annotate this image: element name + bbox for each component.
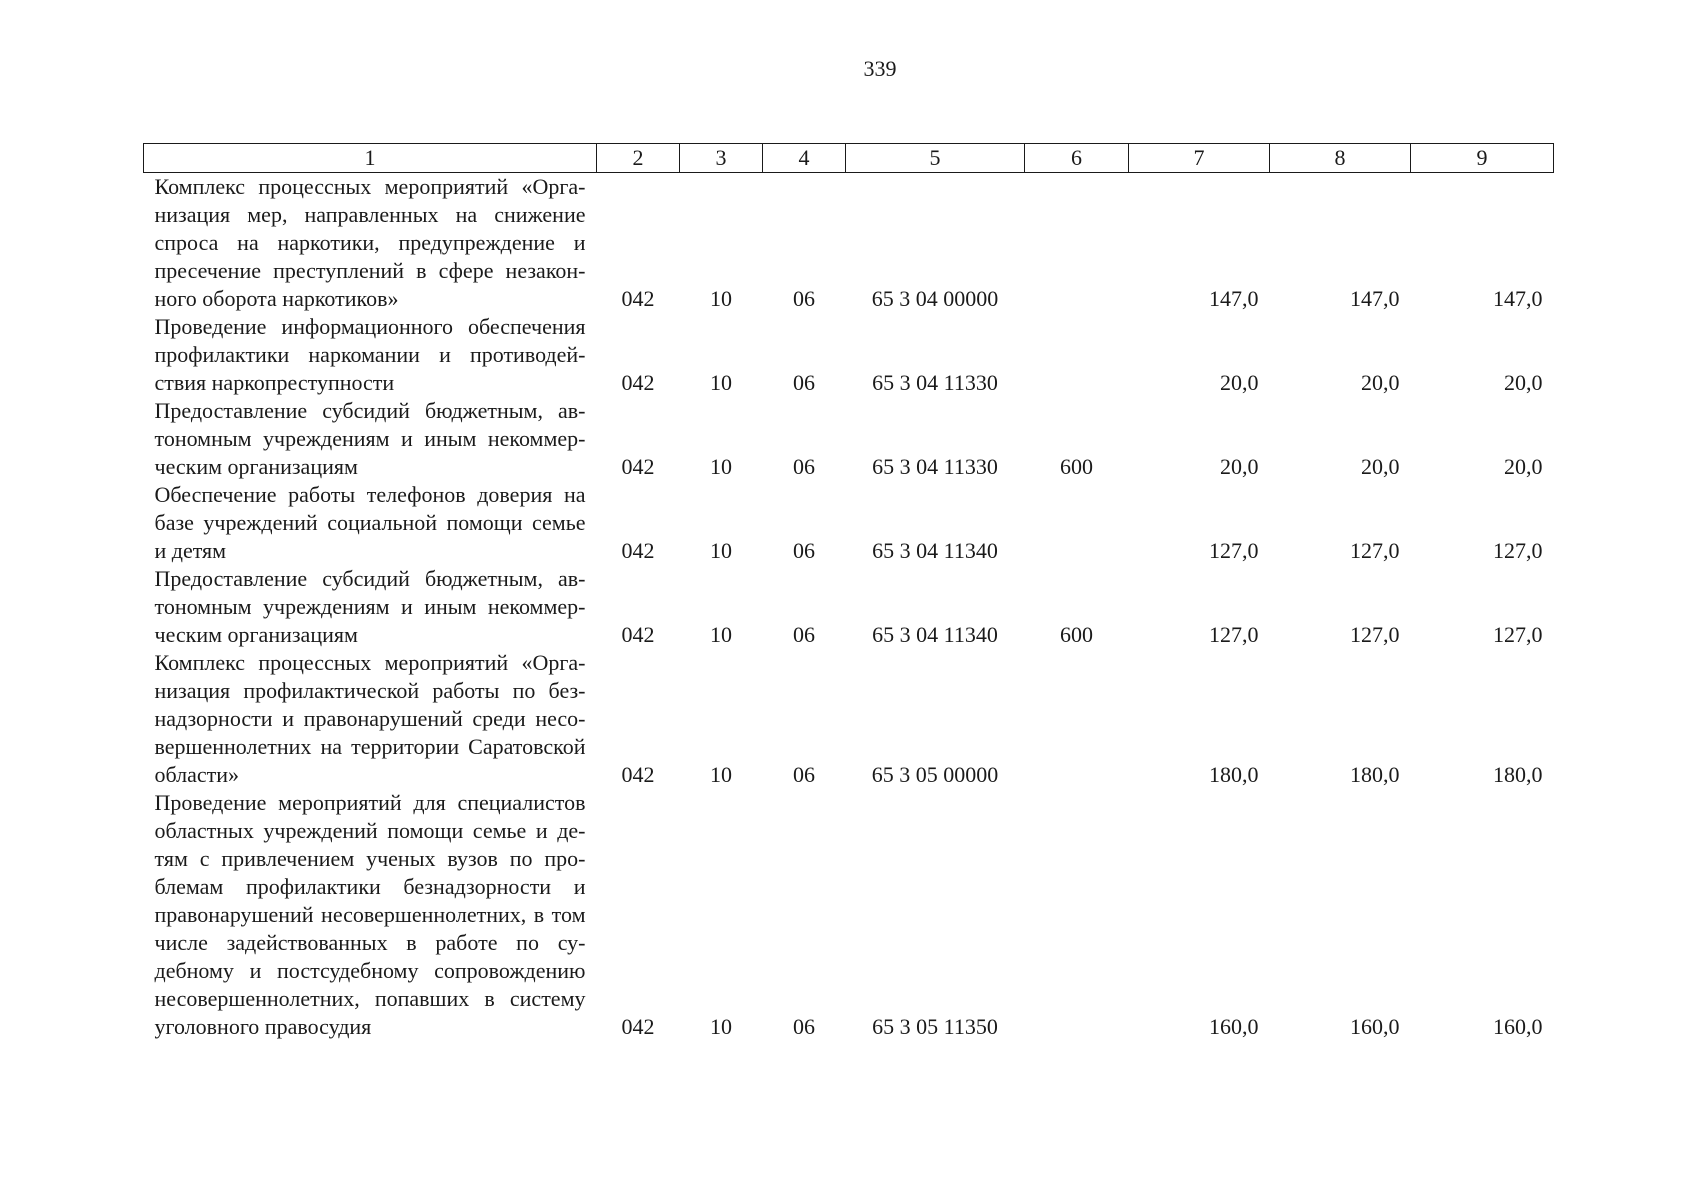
cell-ministry-code: 042 <box>621 762 655 787</box>
cell-target-article: 65 3 04 00000 <box>871 286 999 311</box>
row-name: Проведение мероприятий для специалистов областных учреждений помощи семье и детям с привлечением ученых вузов по проблемам профилактики безнадзорности и правонарушений несовершеннолетних, в том числе задействованных в работе по судебному и постсудебному сопровождению несовершеннолетних, попавших в систему уголовного правосудия <box>154 790 586 1039</box>
cell-subsection: 06 <box>793 454 815 479</box>
cell-target-article: 65 3 04 11340 <box>872 538 998 563</box>
cell-subsection: 06 <box>793 1014 815 1039</box>
cell-target-article: 65 3 04 11340 <box>872 622 998 647</box>
cell-subsection: 06 <box>793 762 815 787</box>
cell-section: 10 <box>710 1014 732 1039</box>
cell-ministry-code: 042 <box>621 454 655 479</box>
row-name: Обеспечение работы телефонов доверия на базе учреждений социальной помощи семье и детям <box>154 482 586 563</box>
cell-expense-type <box>1025 313 1129 397</box>
column-header: 8 <box>1270 144 1411 173</box>
column-header: 2 <box>597 144 680 173</box>
table-body <box>144 173 1554 1042</box>
cell-ministry-code: 042 <box>621 538 655 563</box>
cell-amount-8: 127,0 <box>1350 538 1400 563</box>
row-name: Предоставление субсидий бюджетным, автономным учреждениям и иным некоммерческим организациям <box>154 566 586 647</box>
cell-amount-7: 127,0 <box>1209 538 1259 563</box>
cell-amount-8: 180,0 <box>1350 762 1400 787</box>
cell-expense-type <box>1025 481 1129 565</box>
cell-amount-7: 20,0 <box>1220 454 1259 479</box>
cell-section: 10 <box>710 538 732 563</box>
cell-section: 10 <box>710 454 732 479</box>
cell-amount-8: 127,0 <box>1350 622 1400 647</box>
cell-amount-7: 180,0 <box>1209 762 1259 787</box>
row-name: Комплекс процессных мероприятий «Организация мер, направленных на снижение спроса на наркотики, предупреждение и пресечение преступлений в сфере незаконного оборота наркотиков» <box>154 174 586 311</box>
table-row <box>144 481 1554 565</box>
table-row <box>144 565 1554 649</box>
cell-ministry-code: 042 <box>621 1014 655 1039</box>
cell-target-article: 65 3 05 11350 <box>872 1014 998 1039</box>
cell-section: 10 <box>710 370 732 395</box>
cell-amount-8: 20,0 <box>1361 370 1400 395</box>
table-row <box>144 313 1554 397</box>
cell-section: 10 <box>710 286 732 311</box>
cell-amount-7: 160,0 <box>1209 1014 1259 1039</box>
cell-amount-8: 20,0 <box>1361 454 1400 479</box>
column-header: 7 <box>1129 144 1270 173</box>
table-row <box>144 397 1554 481</box>
cell-amount-9: 147,0 <box>1493 286 1543 311</box>
column-header: 4 <box>763 144 846 173</box>
cell-subsection: 06 <box>793 370 815 395</box>
cell-subsection: 06 <box>793 286 815 311</box>
cell-target-article: 65 3 04 11330 <box>872 370 998 395</box>
cell-section: 10 <box>710 762 732 787</box>
cell-amount-8: 160,0 <box>1350 1014 1400 1039</box>
cell-section: 10 <box>710 622 732 647</box>
cell-amount-9: 20,0 <box>1504 454 1543 479</box>
cell-expense-type <box>1025 649 1129 789</box>
cell-expense-type: 600 <box>1060 622 1093 647</box>
cell-subsection: 06 <box>793 538 815 563</box>
column-header: 3 <box>680 144 763 173</box>
table-row <box>144 173 1554 314</box>
column-header: 9 <box>1411 144 1554 173</box>
table-header <box>144 144 1554 173</box>
cell-expense-type: 600 <box>1060 454 1093 479</box>
page-number: 339 <box>863 56 897 81</box>
cell-amount-9: 180,0 <box>1493 762 1543 787</box>
cell-subsection: 06 <box>793 622 815 647</box>
cell-ministry-code: 042 <box>621 370 655 395</box>
cell-amount-9: 20,0 <box>1504 370 1543 395</box>
cell-amount-9: 160,0 <box>1493 1014 1543 1039</box>
cell-ministry-code: 042 <box>621 622 655 647</box>
cell-amount-8: 147,0 <box>1350 286 1400 311</box>
cell-target-article: 65 3 05 00000 <box>871 762 999 787</box>
budget-table <box>143 143 1554 1041</box>
row-name: Проведение информационного обеспечения профилактики наркомании и противодействия наркопреступности <box>154 314 586 395</box>
table-row <box>144 789 1554 1041</box>
cell-target-article: 65 3 04 11330 <box>872 454 998 479</box>
column-header: 1 <box>144 144 597 173</box>
header-row <box>144 144 1554 173</box>
cell-amount-9: 127,0 <box>1493 622 1543 647</box>
column-header: 6 <box>1025 144 1129 173</box>
cell-amount-7: 20,0 <box>1220 370 1259 395</box>
row-name: Предоставление субсидий бюджетным, автономным учреждениям и иным некоммерческим организациям <box>154 398 586 479</box>
cell-ministry-code: 042 <box>621 286 655 311</box>
table-row <box>144 649 1554 789</box>
row-name: Комплекс процессных мероприятий «Организация профилактической работы по безнадзорности и правонарушений среди несовершеннолетних на территории Саратовской области» <box>154 650 586 787</box>
cell-expense-type <box>1025 173 1129 314</box>
cell-expense-type <box>1025 789 1129 1041</box>
cell-amount-9: 127,0 <box>1493 538 1543 563</box>
cell-amount-7: 127,0 <box>1209 622 1259 647</box>
cell-amount-7: 147,0 <box>1209 286 1259 311</box>
column-header: 5 <box>846 144 1025 173</box>
